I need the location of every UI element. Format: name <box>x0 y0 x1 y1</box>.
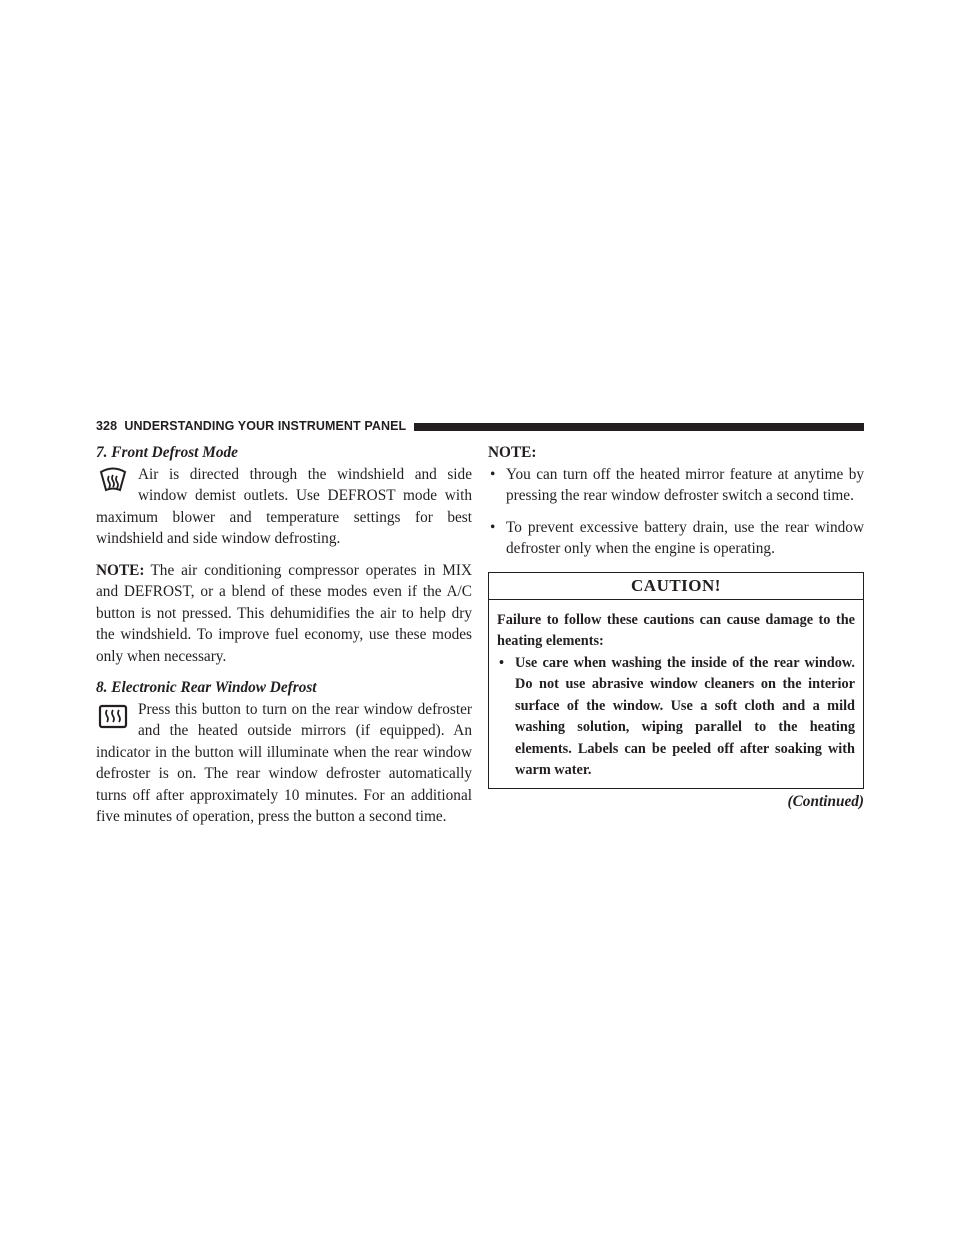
page-number: 328 <box>96 419 118 433</box>
bullet-dot: • <box>490 465 496 483</box>
left-column <box>96 442 472 828</box>
note-bullet-1: You can turn off the heated mirror feature at anytime by pressing the rear window defroster switch a second time. <box>506 465 864 504</box>
caution-intro: Failure to follow these cautions can cause damage to the heating elements: <box>497 611 855 649</box>
header-text <box>96 419 414 433</box>
note-text: The air conditioning compressor operates in MIX and DEFROST, or a blend of these modes even if the A/C button is not pressed. This dehumidifies the air to help dry the windshield. To improve fuel economy, use these modes only when necessary. <box>96 561 472 665</box>
right-column <box>488 442 864 812</box>
continued-label: (Continued) <box>787 792 864 810</box>
list-item <box>488 464 864 507</box>
front-defrost-section <box>96 464 472 550</box>
note-label: NOTE: <box>96 561 145 579</box>
page-header <box>96 420 864 434</box>
front-defrost-heading: 7. Front Defrost Mode <box>96 444 238 461</box>
right-note-label: NOTE: <box>488 444 537 461</box>
rear-defrost-section <box>96 699 472 828</box>
header-rule <box>408 423 864 431</box>
caution-box <box>488 572 864 789</box>
section-title: UNDERSTANDING YOUR INSTRUMENT PANEL <box>124 419 407 433</box>
rear-defrost-text: Press this button to turn on the rear window defroster and the heated outside mirrors (if equipped). An indicator in the button will illuminate when the rear window defroster is on. The rear window defroster automatically turns off after approximately 10 minutes. For an additional five minutes of operation, press the button a second time. <box>96 700 472 825</box>
rear-defrost-heading: 8. Electronic Rear Window Defrost <box>96 679 317 696</box>
bullet-dot: • <box>499 654 505 671</box>
caution-title: CAUTION! <box>489 573 863 600</box>
note-paragraph <box>96 560 472 668</box>
caution-body <box>489 600 863 788</box>
caution-bullet-1: Use care when washing the inside of the rear window. Do not use abrasive window cleaners on the interior surface of the window. Use a soft cloth and a mild washing solution, wiping parallel to the heating elements. Labels can be peeled off after soaking with warm water. <box>515 654 855 778</box>
list-item <box>497 653 855 782</box>
rear-defrost-icon <box>98 701 128 731</box>
list-item <box>488 517 864 560</box>
bullet-dot: • <box>490 518 496 536</box>
note-bullet-2: To prevent excessive battery drain, use the rear window defroster only when the engine is operating. <box>506 518 864 557</box>
front-defrost-icon <box>98 466 128 496</box>
front-defrost-text: Air is directed through the windshield and side window demist outlets. Use DEFROST mode with maximum blower and temperature settings for best windshield and side window defrosting. <box>96 465 472 547</box>
